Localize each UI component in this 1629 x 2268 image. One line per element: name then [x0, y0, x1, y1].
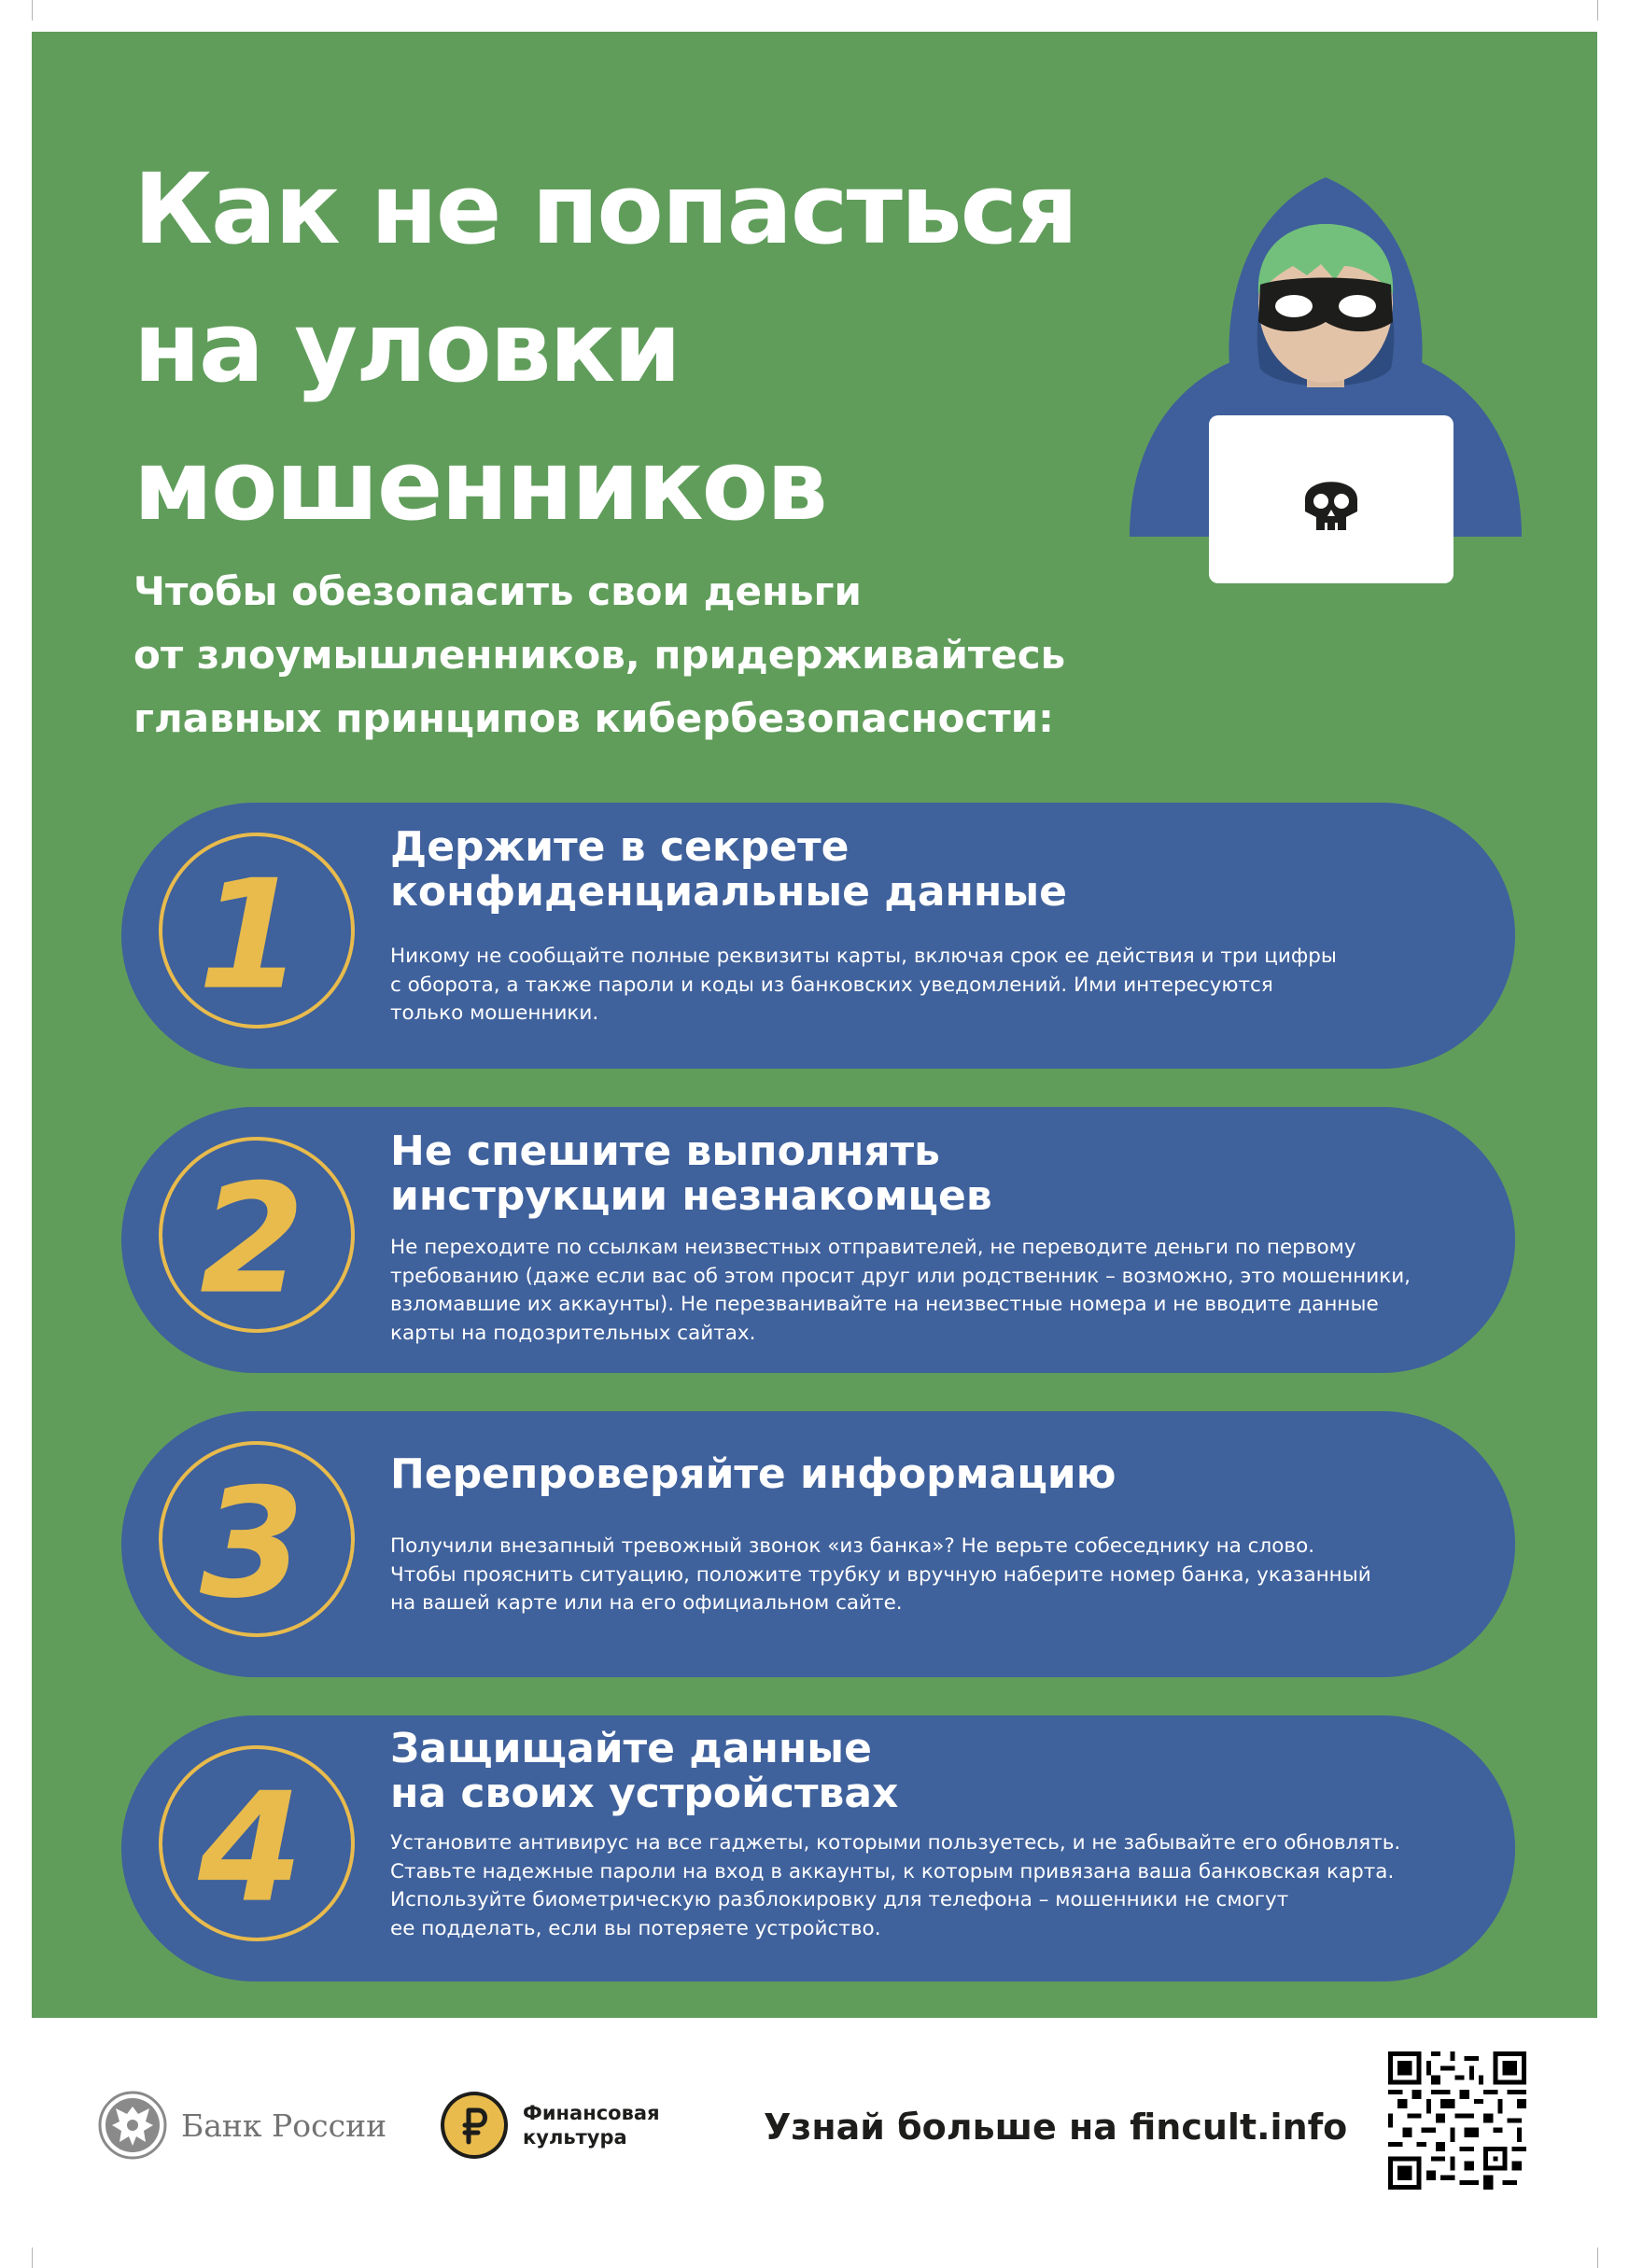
- svg-text:3: 3: [199, 1456, 305, 1632]
- principle-text-line: с оборота, а также пароли и коды из банковских уведомлений. Ими интересуются: [390, 973, 1273, 997]
- number-badge: [159, 1441, 355, 1637]
- principle-text-line: требованию (даже если вас об этом просит друг или родственник – возможно, это мошенники,: [390, 1264, 1411, 1288]
- principle-text-line: на вашей карте или на его официальном сайте.: [390, 1591, 903, 1615]
- principle-title-line: инструкции незнакомцев: [390, 1172, 992, 1220]
- principle-text-line: ее подделать, если вы потеряете устройство.: [390, 1916, 881, 1940]
- principle-text: [390, 943, 1482, 1029]
- principle-card-1: [121, 803, 1515, 1069]
- principle-title-line: на своих устройствах: [390, 1770, 899, 1817]
- principle-text-line: Не переходите по ссылкам неизвестных отправителей, не переводите деньги по первому: [390, 1236, 1356, 1259]
- principle-text: [390, 1533, 1482, 1618]
- crop-mark: [1597, 0, 1598, 21]
- principle-title: [390, 1452, 1473, 1497]
- crop-mark: [1597, 2247, 1598, 2268]
- financial-culture-logo: [439, 2083, 660, 2167]
- principle-text-line: Установите антивирус на все гаджеты, которыми пользуетесь, и не забывайте его обновлять.: [390, 1831, 1401, 1855]
- crop-mark: [32, 2247, 33, 2268]
- number-3-glyph: [162, 1445, 351, 1633]
- principle-title-line: конфиденциальные данные: [390, 868, 1067, 916]
- title-line: на уловки: [133, 290, 680, 404]
- principle-title-line: Держите в секрете: [390, 823, 850, 871]
- principle-title: [390, 1129, 1473, 1219]
- svg-text:2: 2: [199, 1152, 305, 1328]
- page-title: [133, 140, 1160, 554]
- principle-title-line: Не спешите выполнять: [390, 1127, 940, 1175]
- qr-code-icon[interactable]: [1388, 2051, 1526, 2190]
- number-2-glyph: [162, 1141, 351, 1329]
- title-line: Как не попасться: [133, 152, 1077, 266]
- principle-title-line: Перепроверяйте информацию: [390, 1450, 1116, 1498]
- number-badge: [159, 833, 355, 1029]
- principle-text-line: Чтобы прояснить ситуацию, положите трубку и вручную наберите номер банка, указанный: [390, 1562, 1371, 1587]
- principle-text-line: Никому не сообщайте полные реквизиты карты, включая срок ее действия и три цифры: [390, 945, 1337, 968]
- svg-text:4: 4: [198, 1760, 303, 1937]
- svg-text:1: 1: [198, 847, 303, 1024]
- principle-text-line: карты на подозрительных сайтах.: [390, 1321, 756, 1345]
- crop-mark: [32, 0, 33, 21]
- number-badge: [159, 1745, 355, 1941]
- principle-card-4: [121, 1715, 1515, 1981]
- bank-of-russia-logo: [97, 2083, 386, 2167]
- fin-culture-line: Финансовая: [523, 2102, 660, 2124]
- number-4-glyph: [162, 1749, 351, 1938]
- principle-text-line: взломавшие их аккаунты). Не перезванивайте на неизвестные номера и не вводите данные: [390, 1293, 1379, 1316]
- learn-more-link[interactable]: Узнай больше на fincult.info: [764, 2107, 1348, 2148]
- intro-line: Чтобы обезопасить свои деньги: [133, 568, 862, 614]
- principle-text-line: Ставьте надежные пароли на вход в аккаунты, к которым привязана ваша банковская карта.: [390, 1859, 1395, 1883]
- principle-title: [390, 1727, 1473, 1816]
- principle-text: [390, 1234, 1482, 1348]
- hacker-icon: [1120, 135, 1531, 621]
- intro-line: главных принципов кибербезопасности:: [133, 695, 1054, 741]
- double-eagle-emblem-icon: [97, 2090, 168, 2161]
- title-line: мошенников: [133, 428, 826, 542]
- fin-culture-line: культура: [523, 2126, 627, 2149]
- principle-card-3: [121, 1411, 1515, 1677]
- principle-text-line: только мошенники.: [390, 1001, 599, 1025]
- principle-text: [390, 1829, 1482, 1943]
- number-badge: [159, 1137, 355, 1333]
- principle-text-line: Получили внезапный тревожный звонок «из банка»? Не верьте собеседнику на слово.: [390, 1534, 1315, 1558]
- fin-culture-name: [523, 2101, 660, 2149]
- principle-text-line: Используйте биометрическую разблокировку для телефона – мошенники не смогут: [390, 1888, 1289, 1911]
- intro-line: от злоумышленников, придерживайтесь: [133, 632, 1066, 678]
- principle-title-line: Защищайте данные: [390, 1725, 872, 1772]
- bank-name: Банк России: [181, 2107, 387, 2144]
- number-1-glyph: [162, 836, 351, 1025]
- ruble-coin-icon: [439, 2090, 510, 2161]
- principle-title: [390, 825, 1473, 915]
- principle-card-2: [121, 1107, 1515, 1373]
